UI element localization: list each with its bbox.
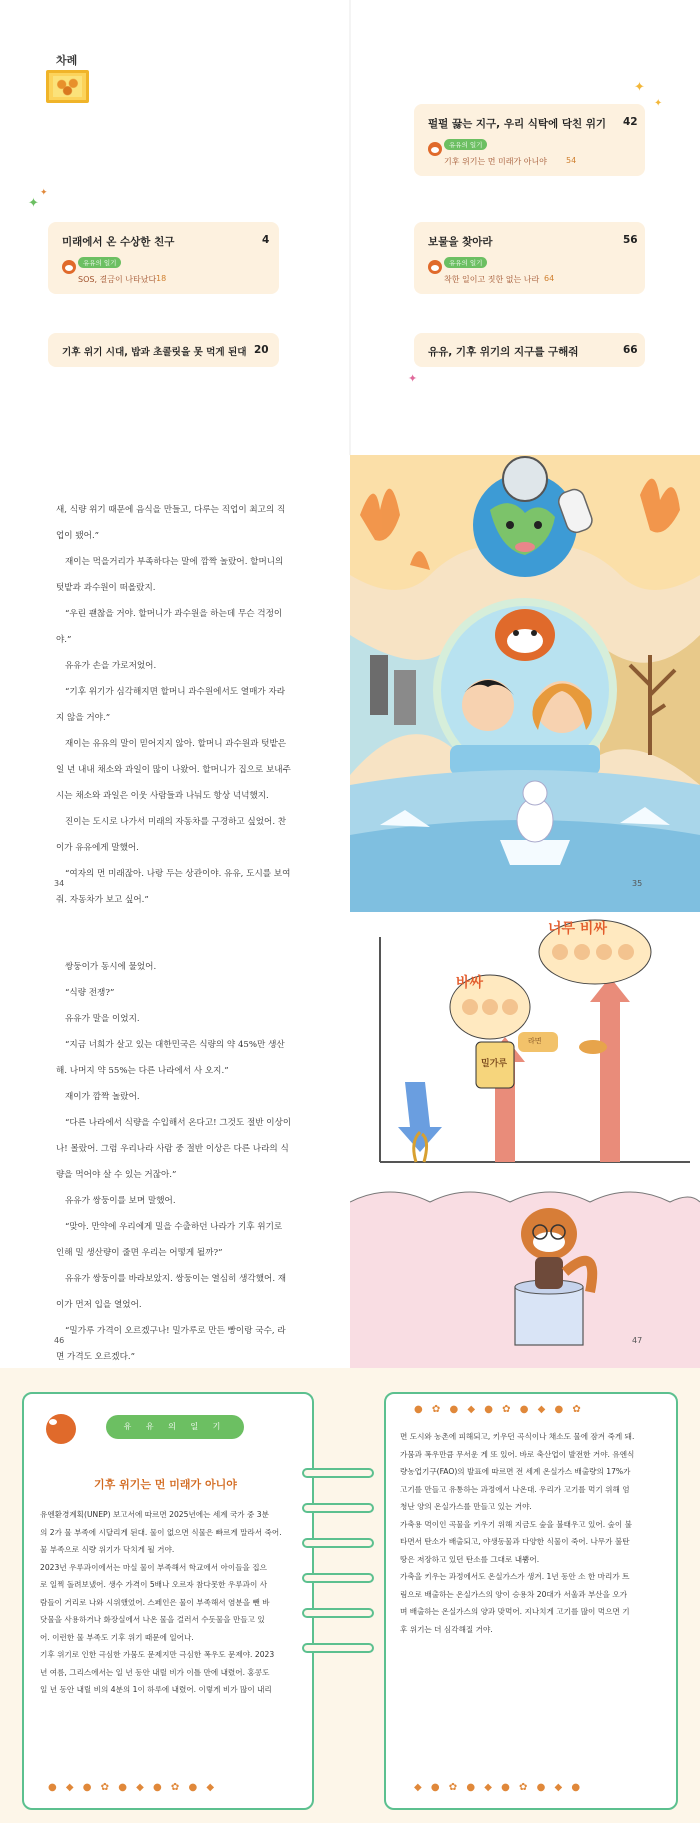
flour-label: 밀가루	[481, 1059, 508, 1069]
text-line: 유유가 쌍둥이를 보며 말했어.	[65, 1196, 176, 1206]
toc-entry[interactable]	[48, 333, 279, 367]
text-line: 량을 먹어야 살 수 있는 거잖아.”	[56, 1170, 177, 1180]
text-line: 쌍둥이가 동시에 물었어.	[65, 962, 157, 972]
toc-entry-title: 유유, 기후 위기의 지구를 구해줘	[428, 346, 579, 358]
text-line: 면 도시와 농촌에 피해되고, 키우던 곡식이나 채소도 물에 잠겨 죽게 돼.	[400, 1432, 635, 1441]
sparkle-icon: ✦	[654, 98, 663, 109]
text-line: 이가 유유에게 말했어.	[56, 843, 139, 853]
ramen-label: 라면	[528, 1037, 542, 1045]
text-line: 면 가격도 오르겠다.”	[56, 1352, 136, 1362]
text-line: 후 위기는 더 심각해질 거야.	[400, 1624, 493, 1634]
text-line: “밀가루 가격이 오르겠구나! 밀가루로 만든 빵이랑 국수, 라	[65, 1326, 286, 1336]
toc-sub-title: 기후 위기는 먼 미래가 아니야	[444, 157, 547, 166]
text-line: 어. 이런한 물 부족도 기후 위기 때문에 일어나.	[40, 1632, 194, 1642]
text-line: 재이는 먹을거리가 부족하다는 말에 깜짝 놀랐어. 할머니의	[65, 557, 284, 567]
sunflower-frame-illustration	[46, 70, 89, 103]
vegetable-border: ● ◆ ● ✿ ● ◆ ● ✿ ● ◆	[48, 1782, 218, 1793]
toc-entry[interactable]	[414, 333, 645, 367]
text-line: “지금 너희가 살고 있는 대한민국은 식량의 약 45%만 생산	[65, 1040, 285, 1050]
binder-ring	[302, 1503, 374, 1513]
text-line: 해. 나머지 약 55%는 다른 나라에서 사 오지.”	[56, 1066, 229, 1076]
price-label-busy: 바싸	[456, 975, 484, 991]
diary-badge: 유 유 의 일 기	[106, 1415, 244, 1439]
text-line: 인해 밀 생산량이 줄면 우리는 어떻게 될까?”	[56, 1248, 223, 1258]
text-line: 유엔환경계획(UNEP) 보고서에 따르면 2025년에는 세계 국가 중 3분	[40, 1510, 269, 1519]
vegetable-border: ◆ ● ✿ ● ◆ ● ✿ ● ◆ ●	[414, 1782, 584, 1793]
text-line: 타면서 탄소가 배출되고, 야생동물과 다양한 식물이 죽어. 나무가 불탄	[400, 1537, 630, 1546]
text-line: 람들이 거리로 나와 시위했었어. 스페인은 물이 부족해서 염분을 뺀 바	[40, 1597, 270, 1607]
diary-badge: 유유의 일기	[444, 257, 487, 268]
text-line: “식량 전쟁?”	[65, 988, 115, 998]
price-label-too-busy: 너무 비싸	[548, 921, 607, 937]
diary-spread	[0, 1368, 700, 1823]
text-line: 일 년 내내 채소와 과일이 많이 나왔어. 할머니가 집으로 보내주	[56, 765, 291, 775]
text-line: 야.”	[56, 635, 72, 645]
text-line: 일 년 동안 내릴 비의 4분의 1이 하루에 내렸어. 이렇게 비가 많이 내리	[40, 1685, 272, 1694]
text-line: 닷물을 사용하거나 화장실에서 나온 물을 걸러서 수돗물을 만들고 있	[40, 1615, 265, 1624]
text-line: 땅은 저장하고 있던 탄소를 그대로 내뿜어.	[400, 1554, 540, 1564]
toc-sub-title: SOS, 결금이 나타났다	[78, 275, 157, 284]
binder-ring	[302, 1573, 374, 1583]
text-line: “우린 괜찮을 거야. 할머니가 과수원을 하는데 무슨 걱정이	[65, 609, 283, 619]
story-spread-34-35	[0, 455, 700, 912]
text-line: “맞아. 만약에 우리에게 밀을 수출하던 나라가 기후 위기로	[65, 1222, 283, 1232]
toc-entry-page: 4	[262, 234, 270, 246]
text-line: 유유가 쌍둥이를 바라보았지. 쌍둥이는 열심히 생각했어. 재	[65, 1274, 287, 1284]
text-line: 업이 됐어.”	[56, 531, 100, 541]
text-line: 유유가 말을 이었지.	[65, 1014, 140, 1024]
toc-entry-page: 42	[623, 116, 638, 128]
text-line: 의 2가 물 부족에 시달리게 된대. 물이 없으면 식물은 빠르게 말라서 죽어.	[40, 1527, 282, 1537]
fruit-border: ● ✿ ● ◆ ● ✿ ● ◆ ● ✿	[414, 1404, 584, 1415]
story-text	[56, 497, 330, 939]
text-line: 시는 채소와 과일은 이웃 사람들과 나눠도 항상 넉넉했지.	[56, 791, 269, 801]
toc-entry[interactable]	[414, 104, 645, 176]
text-line: “여자의 먼 미래잖아. 나랑 두는 상관이야. 유유, 도시를 보여	[65, 869, 291, 879]
toc-entry-title: 펄펄 끓는 지구, 우리 식탁에 닥친 위기	[428, 118, 607, 130]
toc-entry-page: 20	[254, 344, 269, 356]
diary-body-left	[40, 1506, 302, 1699]
page-number: 47	[632, 1336, 643, 1345]
text-line: 고기를 만들고 유통하는 과정에서 나온대. 우리가 고기를 먹기 위해 엄	[400, 1484, 630, 1494]
text-line: 줘. 자동차가 보고 싶어.”	[56, 895, 149, 905]
diary-badge: 유유의 일기	[444, 139, 487, 150]
diary-left-page	[22, 1392, 314, 1810]
red-panda-icon	[62, 260, 76, 274]
text-line: 로 일찍 돌려보냈어. 생수 가격이 5배나 오르자 참다못한 우루과이 사	[40, 1580, 268, 1589]
text-line: 지 않을 거야.”	[56, 713, 111, 723]
toc-sub-page: 64	[544, 274, 555, 283]
story-spread-46-47	[0, 912, 700, 1368]
text-line: 새, 식량 위기 때문에 음식을 만들고, 다루는 직업이 최고의 직	[56, 505, 286, 515]
binder-ring	[302, 1538, 374, 1548]
text-line: “다른 나라에서 식량을 수입해서 온다고! 그것도 절반 이상이	[65, 1118, 292, 1128]
text-line: 재이가 깜짝 놀랐어.	[65, 1092, 140, 1102]
toc-entry[interactable]	[48, 222, 279, 294]
toc-title: 차례	[56, 54, 78, 67]
binder-ring	[302, 1608, 374, 1618]
toc-spread	[0, 0, 700, 455]
price-rise-svg	[350, 912, 700, 1368]
text-line: “기후 위기가 심각해지면 할머니 과수원에서도 열매가 자라	[65, 687, 286, 697]
text-line: 며 배출하는 온실가스의 양과 맞먹어. 지나치게 고기를 많이 먹으면 기	[400, 1607, 630, 1616]
red-panda-icon	[46, 1414, 76, 1444]
page-number: 46	[54, 1336, 65, 1345]
toc-entry[interactable]	[414, 222, 645, 294]
text-line: 나! 몰랐어. 그럼 우리나라 사람 중 절반 이상은 다른 나라의 식	[56, 1144, 289, 1154]
text-line: 진이는 도시로 나가서 미래의 자동차를 구경하고 싶었어. 찬	[65, 817, 287, 827]
toc-entry-page: 66	[623, 344, 638, 356]
text-line: 물 부족으로 식량 위기가 닥치게 될 거야.	[40, 1545, 175, 1554]
text-line: 유유가 손을 가로저었어.	[65, 661, 157, 671]
page-fold	[349, 0, 351, 455]
text-line: 가축을 키우는 과정에서도 온실가스가 생겨. 1년 동안 소 한 마리가 트	[400, 1572, 630, 1581]
binder-ring	[302, 1468, 374, 1478]
diary-body-right	[400, 1428, 666, 1638]
text-line: 청난 양의 온실가스를 만들고 있는 거야.	[400, 1502, 532, 1511]
text-line: 이가 먼저 입을 열었어.	[56, 1300, 142, 1310]
toc-entry-title: 보물을 찾아라	[428, 236, 493, 248]
page-number: 35	[632, 879, 643, 888]
text-line: 2023년 우루과이에서는 마실 물이 부족해서 학교에서 아이들을 집으	[40, 1562, 267, 1572]
story-text	[56, 954, 330, 1396]
diary-right-page	[384, 1392, 678, 1810]
text-line: 텃밭과 과수원이 떠올랐지.	[56, 583, 156, 593]
text-line: 재이는 유유의 말이 믿어지지 않아. 할머니 과수원과 텃밭은	[65, 739, 287, 749]
price-rise-illustration	[350, 912, 700, 1368]
toc-sub-page: 18	[156, 274, 167, 283]
climate-illustration	[350, 455, 700, 912]
sparkle-icon: ✦	[634, 80, 645, 95]
toc-entry-page: 56	[623, 234, 638, 246]
text-line: 년 여름, 그리스에서는 일 년 동안 내릴 비가 이틀 만에 내렸어. 홍콩도	[40, 1667, 270, 1677]
diary-title: 기후 위기는 먼 미래가 아니야	[94, 1478, 237, 1491]
text-line: 림으로 배출하는 온실가스의 양이 승용차 20대가 서울과 부산을 오가	[400, 1589, 628, 1599]
toc-entry-title: 미래에서 온 수상한 친구	[62, 236, 175, 248]
toc-sub-page: 54	[566, 156, 577, 165]
sparkle-icon: ✦	[40, 188, 48, 198]
text-line: 기후 위기로 인한 극심한 가뭄도 문제지만 극심한 폭우도 문제야. 2023	[40, 1650, 275, 1659]
climate-scene-svg	[350, 455, 700, 912]
page-number: 34	[54, 879, 65, 888]
red-panda-icon	[428, 260, 442, 274]
text-line: 가축용 먹이인 곡물을 키우기 위해 지금도 숲을 불태우고 있어. 숲이 불	[400, 1519, 632, 1529]
red-panda-icon	[428, 142, 442, 156]
toc-sub-title: 착한 일이고 짓한 없는 나라	[444, 275, 540, 284]
binder-ring	[302, 1643, 374, 1653]
sparkle-icon: ✦	[408, 372, 418, 385]
toc-entry-title: 기후 위기 시대, 밥과 초콜릿을 못 먹게 된대	[62, 347, 247, 358]
text-line: 량농업기구(FAO)의 발표에 따르면 전 세계 온실가스 배출량의 17%가	[400, 1467, 631, 1476]
sparkle-icon: ✦	[28, 196, 39, 211]
diary-badge: 유유의 일기	[78, 257, 121, 268]
text-line: 가뭄과 폭우만큼 무서운 게 또 있어. 바로 축산업이 발전한 거야. 유엔식	[400, 1449, 635, 1459]
